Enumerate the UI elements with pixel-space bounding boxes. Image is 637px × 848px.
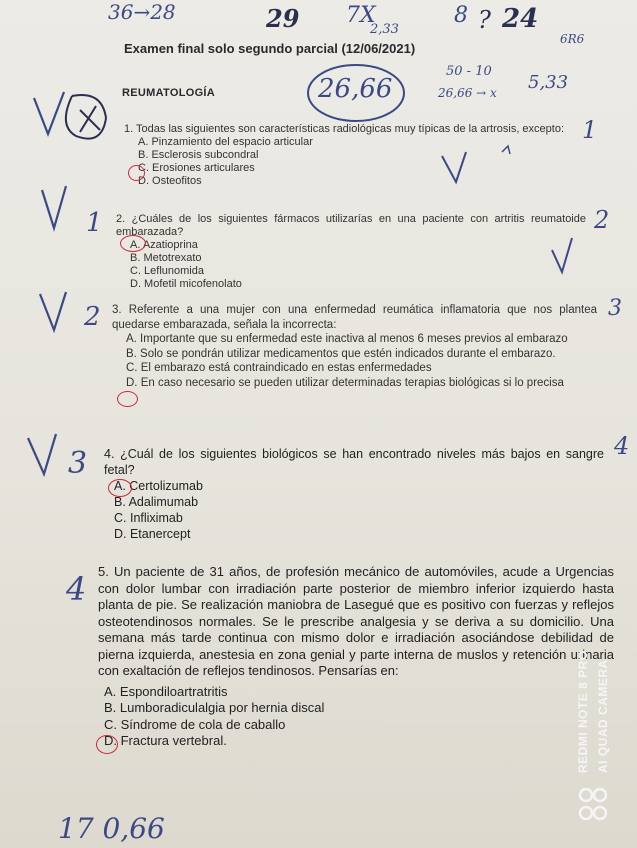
question-stem: 5. Un paciente de 31 años, de profesión mecánico de automóviles, acude a Urgencias con dolor lumbar con irradiación parte posterior de miembro inferior izquierdo hasta planta de pie. Se realización maniobra de Lasegué que es positivo con fuerzas y reflejos osteotendinosos normales. Se le prescribe analgesia y se deriva a su domicilio. Una semana más tarde continua con mismo dolor e irradiación asociándose debilidad de pierna izquierda, anestesia en zona genial y parte interna de muslos y retención urinaria con exaltación de reflejos tendinosos. Pensarías en: xyxy=(98,564,614,678)
check-mark-icon xyxy=(42,186,66,228)
score-calc-result: 5,33 xyxy=(528,72,569,93)
camera-logo-icon xyxy=(577,786,609,826)
hand-top-q: ? xyxy=(478,6,491,34)
camera-watermark xyxy=(574,595,614,795)
answer-option: A. Pinzamiento del espacio articular xyxy=(138,136,313,148)
scribble-icon xyxy=(66,95,106,139)
answer-option: B. Lumboradiculalgia por hernia discal xyxy=(104,700,325,715)
hand-bottom: 17 0,66 xyxy=(58,812,165,845)
answer-option: C. Erosiones articulares xyxy=(138,162,255,174)
hand-top-right: 6R6 xyxy=(560,32,585,46)
answer-option: A. Espondiloartratritis xyxy=(104,683,228,699)
check-mark-icon xyxy=(34,92,64,134)
check-mark-icon xyxy=(442,152,466,182)
exam-title: Examen final solo segundo parcial (12/06/2021) xyxy=(124,41,416,56)
margin-num-3: 3 xyxy=(608,296,622,321)
score-calc-a: 50 - 10 xyxy=(446,64,492,79)
left-num-4: 4 xyxy=(66,570,87,608)
left-num-2: 2 xyxy=(84,302,101,332)
check-mark-icon xyxy=(28,434,56,474)
left-num-1: 1 xyxy=(86,208,103,238)
hand-top-8: 8 xyxy=(454,3,468,28)
watermark-line-2: AI QUAD CAMERA xyxy=(596,659,610,773)
hand-top-7x: 7X xyxy=(346,3,376,28)
check-mark-icon xyxy=(40,292,66,330)
answer-option: B. Solo se pondrán utilizar medicamentos que estén indicados durante el embarazo. xyxy=(126,347,556,360)
question-stem: 2. ¿Cuáles de los siguientes fármacos utilizarías en una paciente con artritis reumatoide embarazada? xyxy=(116,213,586,238)
answer-option: D. Etanercept xyxy=(114,527,191,541)
answer-option: C. Infliximab xyxy=(114,511,183,525)
answer-option: A. Certolizumab xyxy=(114,479,203,493)
answer-option: D. Fractura vertebral. xyxy=(104,733,227,748)
answer-option: D. En caso necesario se pueden utilizar determinadas terapias biológicas si lo precisa xyxy=(126,376,564,389)
answer-option: C. El embarazo está contraindicado en estas enfermedades xyxy=(126,362,432,374)
answer-option: D. Osteofitos xyxy=(138,175,202,187)
question-stem: 1. Todas las siguientes son características radiológicas muy típicas de la artrosis, excepto: xyxy=(124,123,565,135)
left-num-3: 3 xyxy=(68,446,88,481)
answer-option: A. Azatioprina xyxy=(130,239,198,251)
section-heading: REUMATOLOGÍA xyxy=(122,87,216,99)
score: 26,66 xyxy=(318,74,393,104)
answer-option: B. Metotrexato xyxy=(130,252,202,264)
margin-num-2: 2 xyxy=(594,206,610,234)
hand-top-left: 36→28 xyxy=(108,0,176,24)
hand-top-233: 2,33 xyxy=(370,22,399,37)
question-stem: 3. Referente a una mujer con una enfermedad reumática inflamatoria que nos plantea quedarse embarazada, señala la incorrecta: xyxy=(112,304,597,331)
margin-num-4: 4 xyxy=(614,432,630,460)
check-mark-icon xyxy=(552,238,572,272)
answer-option: B. Adalimumab xyxy=(114,495,199,509)
answer-option: C. Síndrome de cola de caballo xyxy=(104,716,286,732)
tick-mark-icon xyxy=(502,146,510,154)
margin-num-1: 1 xyxy=(582,116,598,144)
hand-top-29: 29 xyxy=(266,4,300,33)
answer-option: D. Mofetil micofenolato xyxy=(130,278,242,290)
score-circle xyxy=(308,65,404,121)
answer-option: B. Esclerosis subcondral xyxy=(138,149,259,161)
answer-option: A. Importante que su enfermedad este inactiva al menos 6 meses previos al embarazo xyxy=(126,333,568,345)
answer-option: C. Leflunomida xyxy=(130,265,204,277)
question-stem: 4. ¿Cuál de los siguientes biológicos se han encontrado niveles más bajos en sangre fetal? xyxy=(104,447,604,477)
score-calc-b: 26,66 → x xyxy=(438,86,497,100)
watermark-line-1: REDMI NOTE 8 PRO xyxy=(576,650,590,773)
hand-top-24: 24 xyxy=(502,4,539,34)
